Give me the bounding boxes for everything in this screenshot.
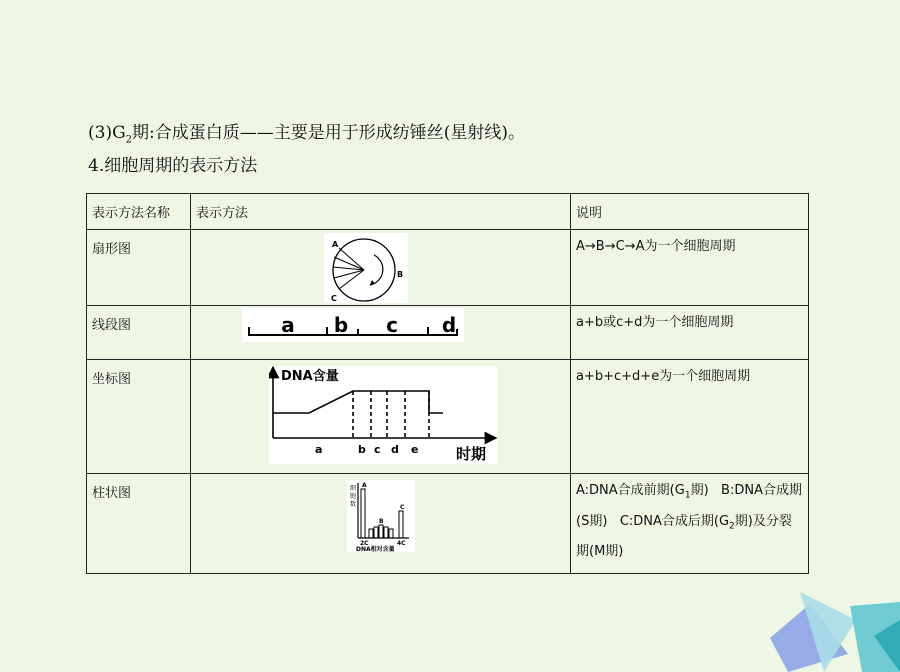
bar-desc: A:DNA合成前期($G_1$期) B:DNA合成期(S期) C:DNA合成后期($G_2$期)及分裂期(M期) [571,474,809,574]
coord-x-e: e [411,443,419,456]
bar-ylabel-2: 胞 [350,493,357,500]
fan-label-c: C [331,294,337,303]
table-row [87,230,809,306]
bar-diagram-cell [191,474,571,574]
bar-label-a: A [362,482,367,489]
fan-diagram [324,233,408,303]
fan-diagram-cell [191,230,571,306]
segment-label-b: b [333,313,349,337]
text-g2-phase: $(3)G_2$期:合成蛋白质——主要是用于形成纺锤丝(星射线)。 [88,123,526,146]
row-name: 柱状图 [87,474,191,574]
table-row [87,474,809,574]
corner-decoration [770,592,900,672]
table-header-row [87,194,809,230]
segment-label-d: d [441,313,457,337]
coord-diagram-cell [191,360,571,474]
bar-tick-2c: 2C [360,540,369,547]
cell-cycle-table [86,193,809,574]
table-row [87,306,809,360]
coord-x-d: d [391,443,399,456]
segment-diagram-cell [191,306,571,360]
segment-label-c: c [386,313,398,337]
bar-ylabel-1: 细 [350,485,357,492]
bar-label-b: B [379,518,384,525]
segment-label-a: a [281,313,295,337]
bar-ylabel-3: 数 [350,501,357,508]
fan-label-b: B [397,270,404,279]
coord-x-b: b [358,443,366,456]
table-row [87,360,809,474]
coord-x-a: a [315,443,323,456]
bar-diagram [347,480,415,552]
coord-xlabel: 时期 [456,445,487,463]
bar-xlabel: DNA相对含量 [356,546,395,552]
coord-x-c: c [374,443,381,456]
row-desc: a+b或c+d为一个细胞周期 [571,306,809,360]
header-desc: 说明 [571,194,809,230]
header-method: 表示方法 [191,194,571,230]
coord-diagram [269,366,497,464]
row-name: 扇形图 [87,230,191,306]
bar-tick-4c: 4C [397,540,406,547]
row-name: 坐标图 [87,360,191,474]
section-heading: 4.细胞周期的表示方法 [88,156,258,176]
row-name: 线段图 [87,306,191,360]
header-name: 表示方法名称 [87,194,191,230]
coord-ylabel: DNA含量 [281,369,339,384]
row-desc: a+b+c+d+e为一个细胞周期 [571,360,809,474]
fan-label-a: A [332,240,339,249]
bar-label-c: C [400,504,405,511]
row-desc: A→B→C→A为一个细胞周期 [571,230,809,306]
segment-diagram [242,308,464,342]
